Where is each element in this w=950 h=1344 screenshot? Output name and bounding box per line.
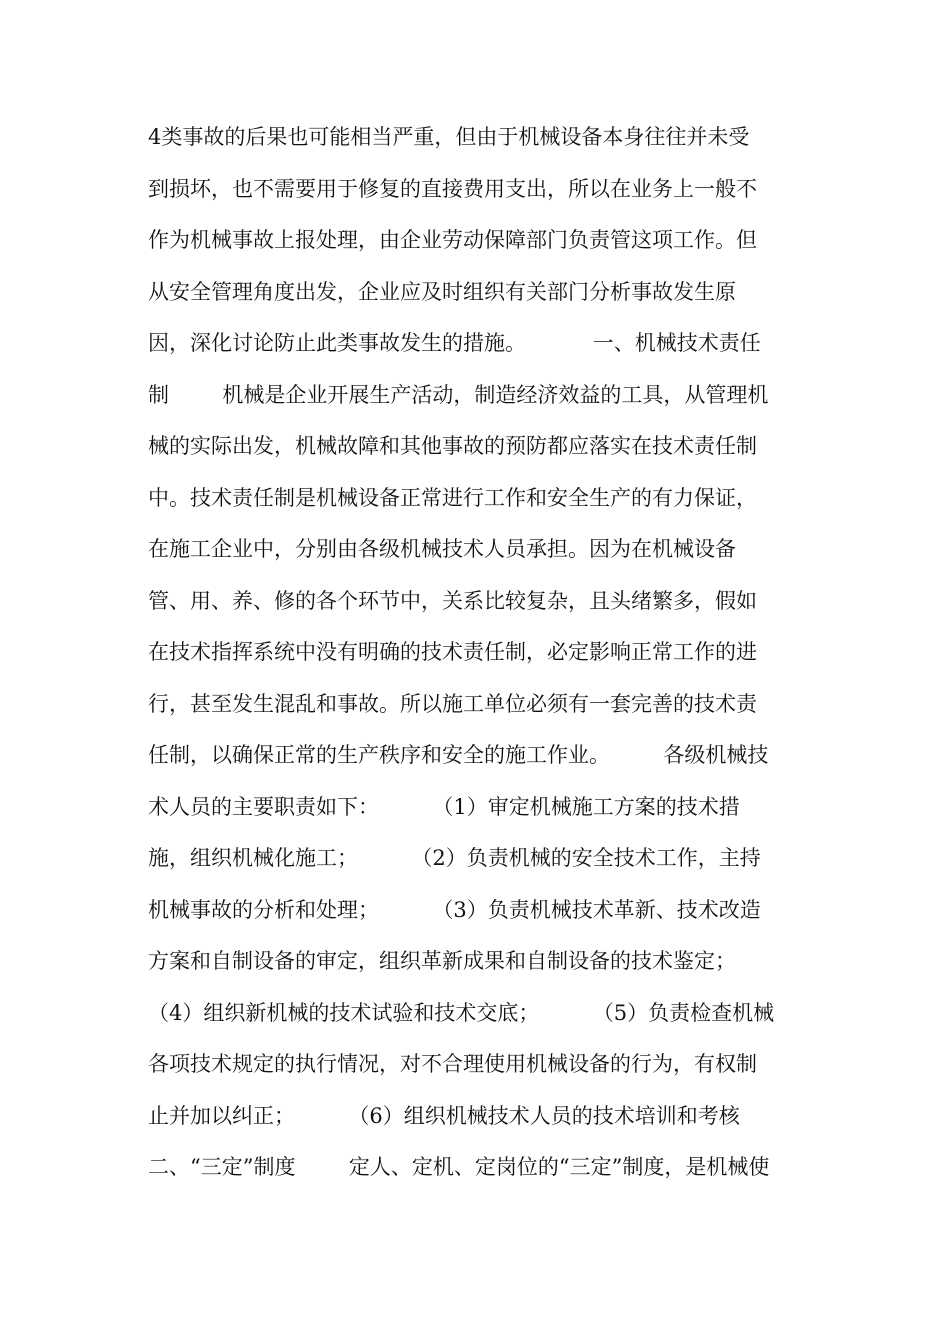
body-text	[148, 114, 828, 1196]
text-line: （4）组织新机械的技术试验和技术交底； （5）负责检查机械	[148, 1000, 775, 1025]
text-line: 作为机械事故上报处理，由企业劳动保障部门负责管这项工作。但	[148, 228, 757, 252]
text-line: 各项技术规定的执行情况，对不合理使用机械设备的行为，有权制	[148, 1052, 757, 1076]
text-line: 因，深化讨论防止此类事故发生的措施。 一、机械技术责任	[148, 331, 761, 355]
text-line: 二、“三定”制度 定人、定机、定岗位的“三定”制度，是机械使	[148, 1155, 770, 1179]
text-line: 在施工企业中，分别由各级机械技术人员承担。因为在机械设备	[148, 537, 736, 561]
text-line: 施，组织机械化施工； （2）负责机械的安全技术工作，主持	[148, 846, 761, 870]
text-line: 术人员的主要职责如下： （1）审定机械施工方案的技术措	[148, 794, 740, 819]
text-line: 械的实际出发，机械故障和其他事故的预防都应落实在技术责任制	[148, 434, 757, 458]
text-line: 任制，以确保正常的生产秩序和安全的施工作业。 各级机械技	[148, 743, 769, 767]
text-line: 在技术指挥系统中没有明确的技术责任制，必定影响正常工作的进	[148, 640, 757, 664]
text-line: 中。技术责任制是机械设备正常进行工作和安全生产的有力保证，	[148, 485, 757, 510]
text-line: 方案和自制设备的审定，组织革新成果和自制设备的技术鉴定；	[148, 949, 736, 973]
text-line: 制 机械是企业开展生产活动，制造经济效益的工具，从管理机	[148, 382, 769, 407]
text-line: 到损坏，也不需要用于修复的直接费用支出，所以在业务上一般不	[148, 176, 757, 201]
text-line: 4类事故的后果也可能相当严重，但由于机械设备本身往往并未受	[148, 125, 750, 149]
text-line: 止并加以纠正； （6）组织机械技术人员的技术培训和考核	[148, 1103, 740, 1128]
text-line: 管、用、养、修的各个环节中，关系比较复杂，且头绪繁多，假如	[148, 588, 757, 613]
text-line: 机械事故的分析和处理； （3）负责机械技术革新、技术改造	[148, 897, 761, 922]
text-line: 从安全管理角度出发，企业应及时组织有关部门分析事故发生原	[148, 279, 736, 304]
text-line: 行，甚至发生混乱和事故。所以施工单位必须有一套完善的技术责	[148, 691, 757, 716]
